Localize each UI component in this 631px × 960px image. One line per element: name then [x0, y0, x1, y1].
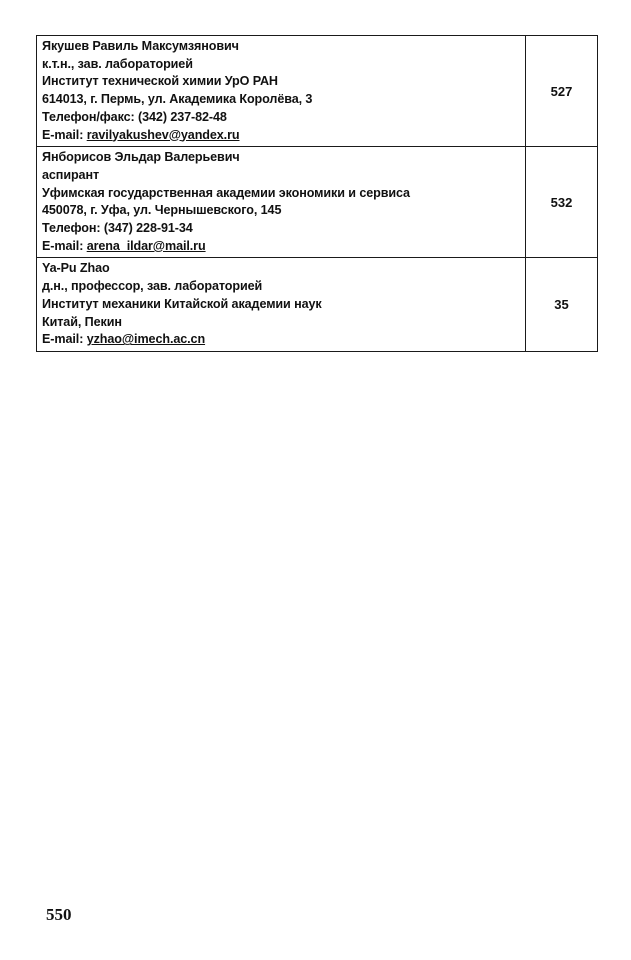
author-info-cell: [37, 258, 526, 352]
author-organization: Институт механики Китайской академии наук: [42, 296, 322, 311]
footer-page-number: 550: [46, 905, 72, 924]
author-info-cell: [37, 147, 526, 258]
author-name: Янборисов Эльдар Валерьевич: [42, 150, 240, 165]
author-email-line: [42, 331, 519, 349]
email-label: E-mail:: [42, 332, 87, 347]
author-position: к.т.н., зав. лабораторией: [42, 56, 193, 71]
author-name: Якушев Равиль Максумзянович: [42, 39, 239, 53]
table-row: [37, 36, 598, 147]
author-phone: Телефон: (347) 228-91-34: [42, 221, 193, 236]
author-address: Китай, Пекин: [42, 314, 122, 329]
author-organization: Институт технической химии УрО РАН: [42, 74, 278, 89]
page-reference: 532: [526, 147, 598, 258]
author-email-line: [42, 238, 519, 256]
author-organization: Уфимская государственная академии экономики и сервиса: [42, 185, 410, 200]
email-link[interactable]: ravilyakushev@yandex.ru: [86, 127, 240, 142]
email-link[interactable]: yzhao@imech.ac.cn: [86, 332, 206, 347]
email-link[interactable]: arena_ildar@mail.ru: [86, 238, 206, 253]
author-position: аспирант: [42, 167, 100, 182]
author-position: д.н., профессор, зав. лабораторией: [42, 279, 263, 294]
email-label: E-mail:: [42, 127, 87, 142]
author-address: 614013, г. Пермь, ул. Академика Королёва, 3: [42, 92, 313, 107]
page-reference: 527: [526, 36, 598, 147]
page-reference: 35: [526, 258, 598, 352]
author-phone: Телефон/факс: (342) 237-82-48: [42, 109, 227, 124]
table-row: [37, 258, 598, 352]
email-label: E-mail:: [42, 238, 87, 253]
author-address: 450078, г. Уфа, ул. Чернышевского, 145: [42, 203, 282, 218]
author-name: Ya-Pu Zhao: [42, 261, 110, 276]
author-info-cell: [37, 36, 526, 147]
table-row: [37, 147, 598, 258]
author-email-line: [42, 127, 519, 145]
authors-table: [36, 35, 598, 352]
